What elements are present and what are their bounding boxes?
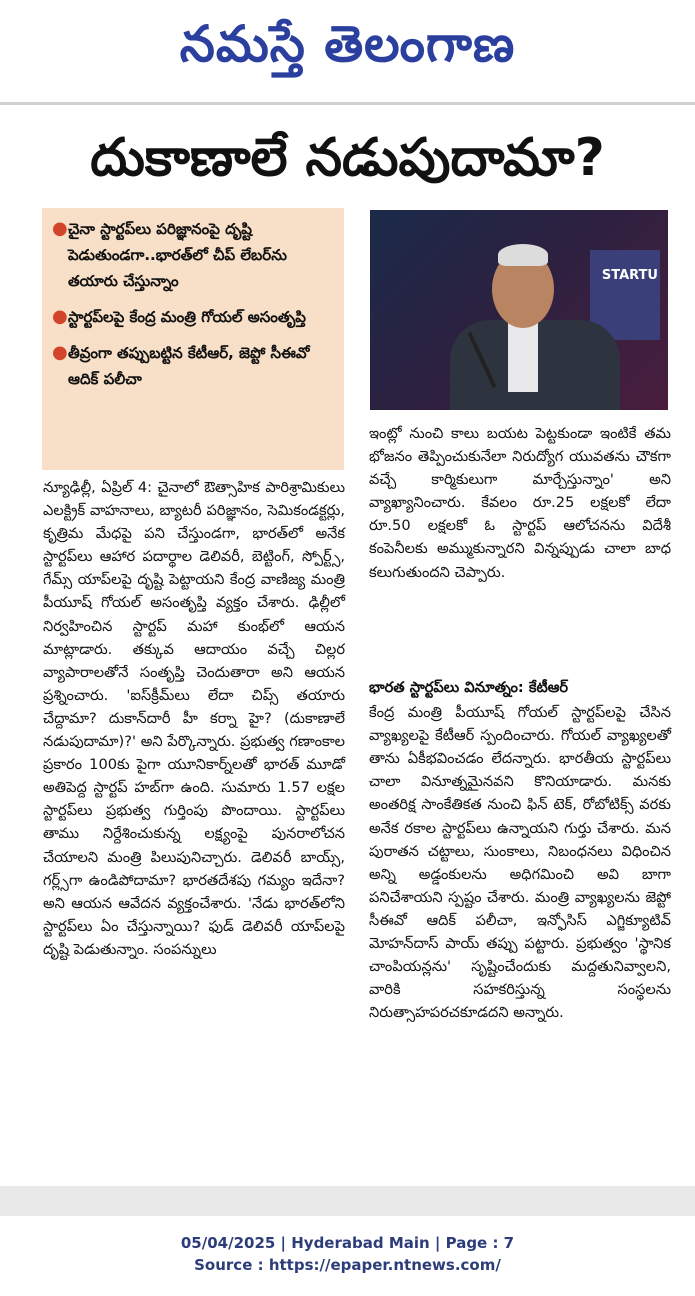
speaker-shirt: [508, 322, 538, 392]
stage-screen-text: STARTU: [601, 268, 658, 283]
article-column-left: [43, 476, 345, 961]
article-subheading: భారత స్టార్టప్‌లు వినూత్నం: కేటీఆర్: [369, 679, 569, 696]
article-body: న్యూఢిల్లీ, ఏప్రిల్ 4: చైనాలో ఔత్సాహిక పారిశ్రామికులు ఎలక్ట్రిక్ వాహనాలు, బ్యాటరీ పరిజ్ఞానం, సెమికండక్టర్లు, కృత్రిమ మేధపై పని చేస్తుండగా, భారత్‌లో అనేక స్టార్టప్‌లు ఆహార పదార్థాల డెలివరీ, బెట్టింగ్, స్పోర్ట్స్, గేమ్స్ యాప్‌లపై దృష్టి పెట్టాయని కేంద్ర వాణిజ్య మంత్రి పీయూష్ గోయల్ అసంతృప్తి వ్యక్తం చేశారు. ఢిల్లీలో నిర్వహించిన స్టార్టప్ మహా కుంభ్‌లో ఆయన మాట్లాడారు. తక్కువ ఆదాయం వచ్చే చిల్లర వ్యాపారాలతోనే సంతృప్తి చెందుతారా అని ఆయన ప్రశ్నించారు. 'ఐస్‌క్రీమ్‌లు లేదా చిప్స్ తయారు చేద్దామా? దుకాన్‌దారీ హీ కర్నా హై? (దుకాణాలే నడుపుదామా)?' అని పేర్కొన్నారు. ప్రభుత్వ గణాంకాల ప్రకారం 100కు పైగా యూనికార్న్‌లతో భారత్ మూడో అతిపెద్ద స్టార్టప్ హబ్‌గా ఉంది. సుమారు 1.57 లక్షల స్టార్టప్‌లు ప్రభుత్వ గుర్తింపు పొందాయి. స్టార్టప్‌లు తాము నిర్దేశించుకున్న లక్ష్యంపై పునరాలోచన చేయాలని మంత్రి పిలుపునిచ్చారు. డెలివరీ బాయ్స్, గర్ల్స్‌గా ఉండిపోదామా? భారతదేశపు గమ్యం ఇదేనా? అని ఆయన ఆవేదన వ్యక్తంచేశారు. 'నేడు భారత్‌లోని స్టార్టప్‌లు ఏం చేస్తున్నాయి? ఫుడ్ డెలివరీ యాప్‌లపై దృష్టి పెడుతున్నాం. సంపన్నులు: [43, 479, 345, 958]
article-column-right-bottom: [369, 676, 671, 1024]
highlight-item: [52, 304, 334, 330]
bullet-icon: ●: [52, 306, 68, 327]
divider: [0, 102, 695, 105]
bullet-icon: ●: [52, 218, 68, 239]
article-headline: దుకాణాలే నడుపుదామా?: [90, 128, 605, 188]
newspaper-logo: నమస్తే తెలంగాణ: [179, 14, 516, 73]
highlights-box: [42, 208, 344, 470]
article-column-right-top: [369, 422, 671, 584]
highlight-text: స్టార్టప్‌లపై కేంద్ర మంత్రి గోయల్ అసంతృప్తి: [68, 308, 306, 326]
masthead: [0, 0, 695, 100]
speaker-hair: [498, 244, 548, 266]
article-body: ఇంట్లో నుంచి కాలు బయట పెట్టకుండా ఇంటికే తమ భోజనం తెప్పించుకునేలా నిరుద్యోగ యువతను చౌకగా వచ్చే కార్మికులుగా మార్చేస్తున్నాం' అని వ్యాఖ్యానించారు. కేవలం రూ.25 లక్షలకో లేదా రూ.50 లక్షలకో ఓ స్టార్టప్ ఆలోచనను విదేశీ కంపెనీలకు అమ్ముకున్నారని విన్నప్పుడు చాలా బాధ కలుగుతుందని చెప్పారు.: [369, 425, 671, 581]
speaker-photo: [370, 210, 668, 410]
highlight-text: తీవ్రంగా తప్పుబట్టిన కేటీఆర్, జెప్టో సీఈవో ఆదిక్ పలీచా: [68, 344, 310, 388]
bullet-icon: ●: [52, 342, 68, 363]
footer-band: [0, 1186, 695, 1216]
article-body: కేంద్ర మంత్రి పీయూష్ గోయల్ స్టార్టప్‌లపై చేసిన వ్యాఖ్యలపై కేటీఆర్ స్పందించారు. గోయల్ వ్యాఖ్యలతో తాను ఏకీభవించడం లేదన్నారు. భారతీయ స్టార్టప్‌లు చాలా వినూత్నమైనవని కొనియాడారు. మనకు అంతరిక్ష సాంకేతికత నుంచి ఫిన్ టెక్, రోబోటిక్స్ వరకు అనేక రకాల స్టార్టప్‌లు ఉన్నాయని గుర్తు చేశారు. మన పురాతన చట్టాలు, సుంకాలు, నిబంధనలు విధించిన అన్ని అడ్డంకులను అధిగమించి అవి బాగా పనిచేశాయని స్పష్టం చేశారు. మంత్రి వ్యాఖ్యలను జెప్టో సీఈవో ఆదిక్ పలీచా, ఇన్ఫోసిస్ ఎగ్జిక్యూటివ్ మోహన్‌దాస్ పాయ్ తప్పు పట్టారు. ప్రభుత్వం 'స్థానిక చాంపియన్లను' సృష్టించేందుకు మద్దతునివ్వాలని, వారికి సహకరిస్తున్న సంస్థలను నిరుత్సాహపరచకూడదని అన్నారు.: [369, 704, 671, 1022]
footer: [0, 1232, 695, 1276]
footer-edition: 05/04/2025 | Hyderabad Main | Page : 7: [180, 1234, 515, 1252]
highlight-text: చైనా స్టార్టప్‌లు పరిజ్ఞానంపై దృష్టి పెడుతుండగా..భారత్‌లో చీప్ లేబర్‌ను తయారు చేస్తున్నాం: [68, 220, 287, 290]
highlight-item: [52, 216, 334, 294]
footer-source: Source : https://epaper.ntnews.com/: [194, 1256, 501, 1274]
highlight-item: [52, 340, 334, 392]
